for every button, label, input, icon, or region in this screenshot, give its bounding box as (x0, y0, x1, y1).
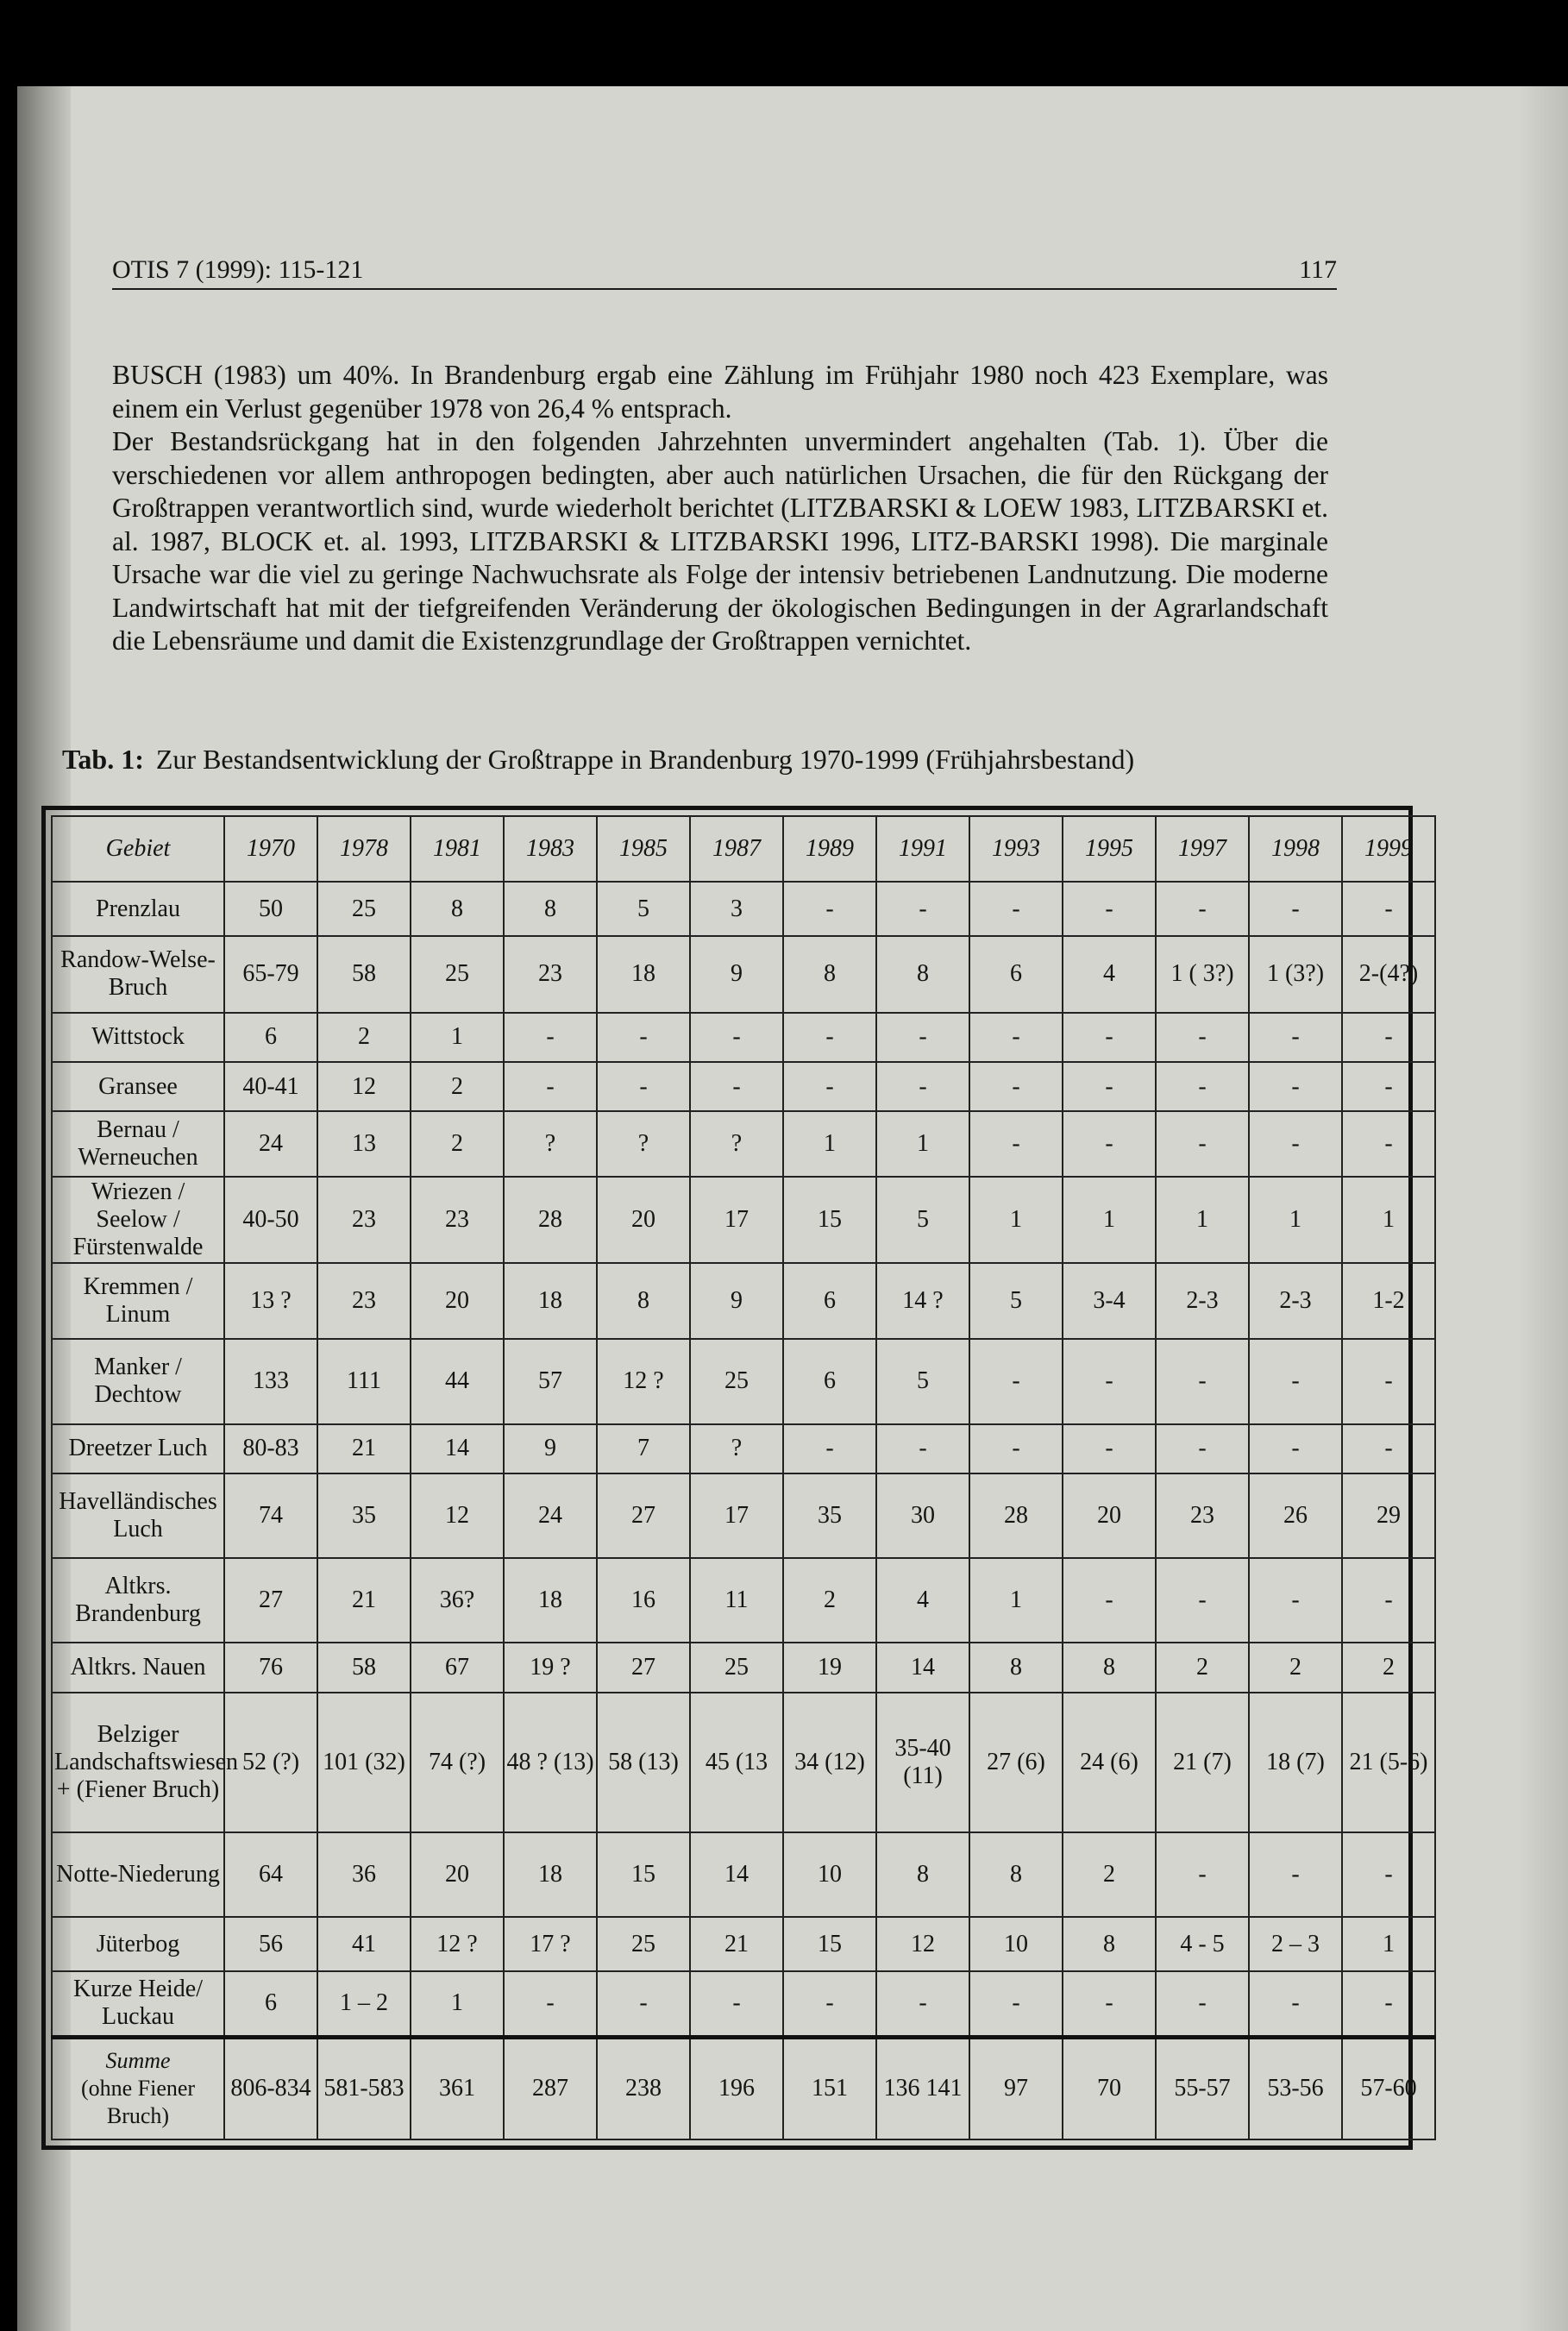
value-cell: - (1342, 1339, 1435, 1423)
value-cell: 1 ( 3?) (1156, 936, 1249, 1012)
value-cell: 101 (32) (317, 1693, 411, 1832)
sum-value-cell: 581-583 (317, 2037, 411, 2139)
value-cell: 8 (597, 1263, 690, 1339)
value-cell: - (1249, 1339, 1342, 1423)
table-row (52, 1693, 1435, 1832)
value-cell: 1 (411, 1971, 504, 2037)
header-cell-year: 1993 (969, 816, 1063, 882)
region-cell: Randow-Welse-Bruch (52, 936, 224, 1012)
value-cell: 1 – 2 (317, 1971, 411, 2037)
value-cell: 25 (597, 1917, 690, 1971)
value-cell: 4 (876, 1558, 969, 1643)
value-cell: 10 (969, 1917, 1063, 1971)
value-cell: - (1342, 882, 1435, 936)
value-cell: - (1249, 1558, 1342, 1643)
value-cell: 5 (597, 882, 690, 936)
value-cell: 2 – 3 (1249, 1917, 1342, 1971)
value-cell: 18 (597, 936, 690, 1012)
value-cell: 36? (411, 1558, 504, 1643)
value-cell: 30 (876, 1473, 969, 1558)
value-cell: - (1156, 882, 1249, 936)
region-cell: Kremmen / Linum (52, 1263, 224, 1339)
value-cell: 2 (411, 1062, 504, 1111)
value-cell: - (597, 1062, 690, 1111)
value-cell: 29 (1342, 1473, 1435, 1558)
value-cell: - (1249, 1111, 1342, 1177)
value-cell: 2-(4?) (1342, 936, 1435, 1012)
table-row (52, 1643, 1435, 1692)
region-cell: Notte-Niederung (52, 1832, 224, 1917)
value-cell: 45 (13 (690, 1693, 783, 1832)
value-cell: 4 (1063, 936, 1156, 1012)
value-cell: - (1249, 1013, 1342, 1062)
value-cell: 2-3 (1249, 1263, 1342, 1339)
table-row (52, 1013, 1435, 1062)
value-cell: 1 (1156, 1177, 1249, 1263)
sum-value-cell: 238 (597, 2037, 690, 2139)
value-cell: 14 (690, 1832, 783, 1917)
value-cell: 6 (783, 1339, 876, 1423)
value-cell: 25 (317, 882, 411, 936)
region-cell: Gransee (52, 1062, 224, 1111)
value-cell: - (1156, 1424, 1249, 1473)
value-cell: ? (504, 1111, 597, 1177)
value-cell: - (1063, 1971, 1156, 2037)
value-cell: ? (597, 1111, 690, 1177)
value-cell: 27 (597, 1643, 690, 1692)
sum-value-cell: 196 (690, 2037, 783, 2139)
value-cell: - (1342, 1558, 1435, 1643)
value-cell: 25 (690, 1339, 783, 1423)
value-cell: 17 (690, 1473, 783, 1558)
value-cell: - (1156, 1832, 1249, 1917)
value-cell: 23 (317, 1177, 411, 1263)
header-cell-year: 1998 (1249, 816, 1342, 882)
body-text (112, 359, 1328, 658)
value-cell: 4 - 5 (1156, 1917, 1249, 1971)
sum-value-cell: 287 (504, 2037, 597, 2139)
value-cell: 41 (317, 1917, 411, 1971)
value-cell: 26 (1249, 1473, 1342, 1558)
value-cell: 23 (1156, 1473, 1249, 1558)
value-cell: 25 (690, 1643, 783, 1692)
value-cell: - (783, 1062, 876, 1111)
value-cell: 1 (1342, 1917, 1435, 1971)
value-cell: - (1249, 882, 1342, 936)
value-cell: 50 (224, 882, 317, 936)
value-cell: 24 (224, 1111, 317, 1177)
value-cell: 5 (876, 1177, 969, 1263)
sum-sub-label: (ohne Fiener Bruch) (80, 2076, 196, 2129)
value-cell: - (1342, 1062, 1435, 1111)
value-cell: 35 (783, 1473, 876, 1558)
value-cell: 2 (1156, 1643, 1249, 1692)
value-cell: 9 (504, 1424, 597, 1473)
value-cell: 40-41 (224, 1062, 317, 1111)
value-cell: 8 (504, 882, 597, 936)
value-cell: - (504, 1971, 597, 2037)
value-cell: 18 (504, 1558, 597, 1643)
value-cell: - (1156, 1339, 1249, 1423)
value-cell: 21 (5-6) (1342, 1693, 1435, 1832)
value-cell: - (1063, 1558, 1156, 1643)
table-row (52, 1424, 1435, 1473)
value-cell: 133 (224, 1339, 317, 1423)
value-cell: 9 (690, 1263, 783, 1339)
region-cell: Dreetzer Luch (52, 1424, 224, 1473)
table-row (52, 1339, 1435, 1423)
value-cell: 14 (411, 1424, 504, 1473)
value-cell: - (1156, 1971, 1249, 2037)
value-cell: - (783, 1971, 876, 2037)
value-cell: - (1063, 1062, 1156, 1111)
value-cell: - (969, 1424, 1063, 1473)
value-cell: - (504, 1062, 597, 1111)
value-cell: 1 (1063, 1177, 1156, 1263)
sum-value-cell: 53-56 (1249, 2037, 1342, 2139)
value-cell: - (690, 1013, 783, 1062)
value-cell: - (969, 882, 1063, 936)
region-cell: Havelländisches Luch (52, 1473, 224, 1558)
value-cell: 23 (504, 936, 597, 1012)
value-cell: 2 (1342, 1643, 1435, 1692)
value-cell: 27 (597, 1473, 690, 1558)
value-cell: - (876, 1013, 969, 1062)
value-cell: 19 (783, 1643, 876, 1692)
value-cell: 8 (876, 1832, 969, 1917)
value-cell: 20 (411, 1832, 504, 1917)
value-cell: - (690, 1971, 783, 2037)
value-cell: 9 (690, 936, 783, 1012)
running-header (112, 255, 1337, 290)
value-cell: 35-40 (11) (876, 1693, 969, 1832)
sum-label: Summe (105, 2048, 171, 2074)
value-cell: 21 (690, 1917, 783, 1971)
value-cell: 35 (317, 1473, 411, 1558)
value-cell: 6 (224, 1013, 317, 1062)
value-cell: 16 (597, 1558, 690, 1643)
value-cell: 8 (969, 1832, 1063, 1917)
value-cell: 5 (969, 1263, 1063, 1339)
value-cell: 20 (1063, 1473, 1156, 1558)
sum-value-cell: 361 (411, 2037, 504, 2139)
value-cell: 7 (597, 1424, 690, 1473)
table-row (52, 1177, 1435, 1263)
value-cell: 1 (969, 1558, 1063, 1643)
table-row (52, 936, 1435, 1012)
value-cell: 65-79 (224, 936, 317, 1012)
value-cell: 8 (1063, 1917, 1156, 1971)
value-cell: 34 (12) (783, 1693, 876, 1832)
header-cell-year: 1983 (504, 816, 597, 882)
value-cell: 17 (690, 1177, 783, 1263)
sum-value-cell: 151 (783, 2037, 876, 2139)
value-cell: - (504, 1013, 597, 1062)
value-cell: 6 (969, 936, 1063, 1012)
sum-value-cell: 806-834 (224, 2037, 317, 2139)
table-row (52, 1558, 1435, 1643)
value-cell: 8 (1063, 1643, 1156, 1692)
paragraph-1: BUSCH (1983) um 40%. In Brandenburg ergab eine Zählung im Frühjahr 1980 noch 423 Exemplare, was einem ein Verlust gegenüber 1978 von 26,4 % entsprach. (112, 360, 1328, 424)
table-caption-label: Tab. 1: (62, 744, 144, 775)
value-cell: 25 (411, 936, 504, 1012)
value-cell: 20 (411, 1263, 504, 1339)
value-cell: - (1063, 1339, 1156, 1423)
value-cell: 23 (411, 1177, 504, 1263)
journal-citation: OTIS 7 (1999): 115-121 (112, 255, 364, 284)
value-cell: - (1063, 1111, 1156, 1177)
header-cell-year: 1987 (690, 816, 783, 882)
population-table (51, 815, 1436, 2140)
value-cell: - (690, 1062, 783, 1111)
value-cell: 2 (317, 1013, 411, 1062)
value-cell: 19 ? (504, 1643, 597, 1692)
table-row (52, 1832, 1435, 1917)
value-cell: 2 (783, 1558, 876, 1643)
value-cell: 8 (876, 936, 969, 1012)
sum-row (52, 2037, 1435, 2139)
value-cell: 27 (224, 1558, 317, 1643)
value-cell: 2 (1249, 1643, 1342, 1692)
value-cell: - (969, 1339, 1063, 1423)
value-cell: - (1063, 882, 1156, 936)
value-cell: - (1249, 1424, 1342, 1473)
value-cell: - (783, 1013, 876, 1062)
value-cell: 1 (876, 1111, 969, 1177)
page-number: 117 (1299, 255, 1337, 284)
value-cell: - (1249, 1062, 1342, 1111)
table-row (52, 1062, 1435, 1111)
region-cell: Belziger Landschaftswiesen + (Fiener Bruch) (52, 1693, 224, 1832)
value-cell: 27 (6) (969, 1693, 1063, 1832)
sum-value-cell: 136 141 (876, 2037, 969, 2139)
value-cell: - (1156, 1062, 1249, 1111)
value-cell: - (1249, 1971, 1342, 2037)
header-cell-year: 1991 (876, 816, 969, 882)
value-cell: 1 (783, 1111, 876, 1177)
value-cell: 1 (1249, 1177, 1342, 1263)
sum-value-cell: 55-57 (1156, 2037, 1249, 2139)
value-cell: - (597, 1013, 690, 1062)
value-cell: 5 (876, 1339, 969, 1423)
value-cell: 3 (690, 882, 783, 936)
value-cell: - (1156, 1558, 1249, 1643)
value-cell: - (1249, 1832, 1342, 1917)
value-cell: - (597, 1971, 690, 2037)
value-cell: - (783, 1424, 876, 1473)
header-cell-year: 1995 (1063, 816, 1156, 882)
value-cell: 8 (411, 882, 504, 936)
value-cell: 58 (13) (597, 1693, 690, 1832)
value-cell: - (1063, 1424, 1156, 1473)
value-cell: 3-4 (1063, 1263, 1156, 1339)
table-frame (41, 806, 1428, 2150)
header-cell-year: 1970 (224, 816, 317, 882)
value-cell: 111 (317, 1339, 411, 1423)
header-cell-year: 1985 (597, 816, 690, 882)
region-cell: Wittstock (52, 1013, 224, 1062)
value-cell: 76 (224, 1643, 317, 1692)
value-cell: 18 (7) (1249, 1693, 1342, 1832)
value-cell: 48 ? (13) (504, 1693, 597, 1832)
value-cell: 12 ? (411, 1917, 504, 1971)
header-cell-year: 1981 (411, 816, 504, 882)
value-cell: 14 (876, 1643, 969, 1692)
value-cell: 40-50 (224, 1177, 317, 1263)
region-cell: Kurze Heide/ Luckau (52, 1971, 224, 2037)
value-cell: - (1342, 1111, 1435, 1177)
value-cell: 12 (317, 1062, 411, 1111)
sum-value-cell: 97 (969, 2037, 1063, 2139)
table-body (52, 882, 1435, 2139)
table-row (52, 1263, 1435, 1339)
value-cell: - (969, 1062, 1063, 1111)
value-cell: 13 ? (224, 1263, 317, 1339)
value-cell: - (1342, 1971, 1435, 2037)
table-caption-text: Zur Bestandsentwicklung der Großtrappe in Brandenburg 1970-1999 (Frühjahrsbestand) (155, 744, 1135, 775)
value-cell: - (1063, 1013, 1156, 1062)
value-cell: - (876, 1424, 969, 1473)
value-cell: 21 (317, 1558, 411, 1643)
table-row (52, 1473, 1435, 1558)
value-cell: 6 (224, 1971, 317, 2037)
sum-value-cell: 57-60 (1342, 2037, 1435, 2139)
table-row (52, 882, 1435, 936)
value-cell: 1 (3?) (1249, 936, 1342, 1012)
value-cell: - (969, 1013, 1063, 1062)
header-cell-year: 1978 (317, 816, 411, 882)
value-cell: 21 (317, 1424, 411, 1473)
table-row (52, 1971, 1435, 2037)
value-cell: 36 (317, 1832, 411, 1917)
value-cell: - (876, 1062, 969, 1111)
value-cell: - (1342, 1424, 1435, 1473)
value-cell: 18 (504, 1263, 597, 1339)
value-cell: - (876, 1971, 969, 2037)
value-cell: 12 (876, 1917, 969, 1971)
region-cell: Manker / Dechtow (52, 1339, 224, 1423)
value-cell: 74 (?) (411, 1693, 504, 1832)
region-cell: Jüterbog (52, 1917, 224, 1971)
region-cell: Wriezen / Seelow / Fürstenwalde (52, 1177, 224, 1263)
header-cell-region: Gebiet (52, 816, 224, 882)
value-cell: - (1156, 1111, 1249, 1177)
value-cell: - (1342, 1013, 1435, 1062)
value-cell: 64 (224, 1832, 317, 1917)
region-cell: Altkrs. Nauen (52, 1643, 224, 1692)
value-cell: 1-2 (1342, 1263, 1435, 1339)
value-cell: 1 (411, 1013, 504, 1062)
value-cell: 24 (6) (1063, 1693, 1156, 1832)
value-cell: 58 (317, 936, 411, 1012)
sum-value-cell: 70 (1063, 2037, 1156, 2139)
table-caption (62, 742, 1356, 776)
value-cell: 58 (317, 1643, 411, 1692)
value-cell: 1 (1342, 1177, 1435, 1263)
sum-label-cell (52, 2037, 224, 2139)
value-cell: - (1156, 1013, 1249, 1062)
value-cell: 24 (504, 1473, 597, 1558)
value-cell: - (969, 1111, 1063, 1177)
value-cell: - (876, 882, 969, 936)
header-cell-year: 1989 (783, 816, 876, 882)
value-cell: 10 (783, 1832, 876, 1917)
region-cell: Prenzlau (52, 882, 224, 936)
value-cell: 67 (411, 1643, 504, 1692)
value-cell: 8 (783, 936, 876, 1012)
value-cell: 28 (504, 1177, 597, 1263)
value-cell: 12 ? (597, 1339, 690, 1423)
value-cell: 17 ? (504, 1917, 597, 1971)
value-cell: ? (690, 1424, 783, 1473)
value-cell: 74 (224, 1473, 317, 1558)
table-row (52, 1111, 1435, 1177)
value-cell: 57 (504, 1339, 597, 1423)
value-cell: - (969, 1971, 1063, 2037)
value-cell: 8 (969, 1643, 1063, 1692)
value-cell: - (1342, 1832, 1435, 1917)
value-cell: 44 (411, 1339, 504, 1423)
value-cell: 21 (7) (1156, 1693, 1249, 1832)
value-cell: 2 (411, 1111, 504, 1177)
value-cell: 2-3 (1156, 1263, 1249, 1339)
table-header-row (52, 816, 1435, 882)
page-edge (1518, 86, 1568, 2331)
value-cell: 12 (411, 1473, 504, 1558)
value-cell: 13 (317, 1111, 411, 1177)
paragraph-2: Der Bestandsrückgang hat in den folgenden Jahrzehnten unvermindert angehalten (Tab. 1). Über die verschiedenen vor allem anthropogen bedingten, aber auch natürlichen Ursachen, die für den Rückgang der Großtrappen verantwortlich sind, wurde wiederholt berichtet (LITZBARSKI & LOEW 1983, LITZBARSKI et. al. 1987, BLOCK et. al. 1993, LITZBARSKI & LITZBARSKI 1996, LITZ-BARSKI 1998). Die marginale Ursache war die viel zu geringe Nachwuchsrate als Folge der intensiv betriebenen Landnutzung. Die moderne Landwirtschaft hat mit der tiefgreifenden Veränderung der ökologischen Bedingungen in der Agrarlandschaft die Lebensräume und damit die Existenzgrundlage der Großtrappen vernichtet. (112, 426, 1328, 656)
value-cell: 18 (504, 1832, 597, 1917)
value-cell: ? (690, 1111, 783, 1177)
value-cell: 15 (597, 1832, 690, 1917)
value-cell: 11 (690, 1558, 783, 1643)
table-row (52, 1917, 1435, 1971)
value-cell: 15 (783, 1177, 876, 1263)
region-cell: Bernau / Werneuchen (52, 1111, 224, 1177)
region-cell: Altkrs. Brandenburg (52, 1558, 224, 1643)
header-cell-year: 1999 (1342, 816, 1435, 882)
value-cell: 80-83 (224, 1424, 317, 1473)
value-cell: 2 (1063, 1832, 1156, 1917)
value-cell: 15 (783, 1917, 876, 1971)
value-cell: 1 (969, 1177, 1063, 1263)
value-cell: 23 (317, 1263, 411, 1339)
value-cell: 52 (?) (224, 1693, 317, 1832)
value-cell: 56 (224, 1917, 317, 1971)
value-cell: 20 (597, 1177, 690, 1263)
value-cell: 28 (969, 1473, 1063, 1558)
value-cell: 6 (783, 1263, 876, 1339)
header-cell-year: 1997 (1156, 816, 1249, 882)
value-cell: - (783, 882, 876, 936)
value-cell: 14 ? (876, 1263, 969, 1339)
